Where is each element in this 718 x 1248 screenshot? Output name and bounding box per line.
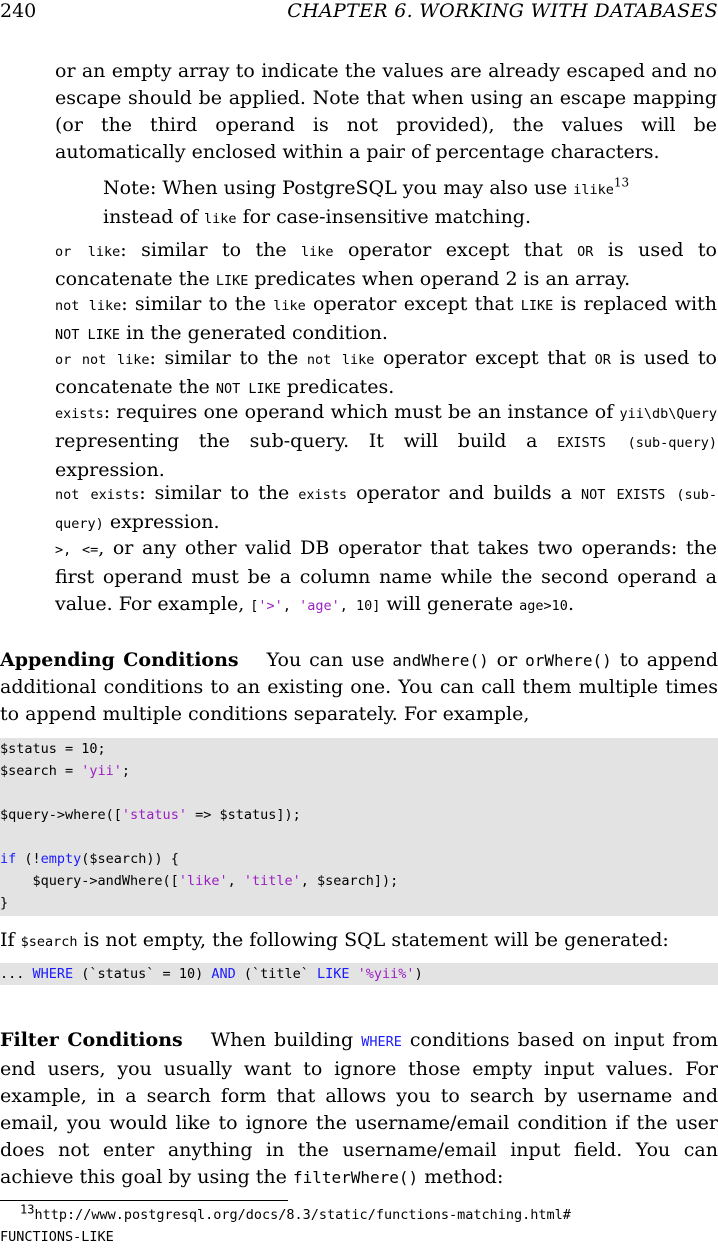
operator-text: : similar to the xyxy=(120,239,302,261)
code-keyword: WHERE xyxy=(32,966,74,982)
footnote-url-line2[interactable]: FUNCTIONS-LIKE xyxy=(0,1229,114,1245)
code-part: (`status` = 10) xyxy=(73,966,212,982)
note-code-ilike: ilike xyxy=(573,182,614,198)
inline-code: NOT EXISTS (sub-query) xyxy=(55,487,718,532)
inline-code: NOT LIKE xyxy=(215,381,281,397)
operator-text: in the generated condition. xyxy=(120,322,388,344)
inline-code: EXISTS (sub-query) xyxy=(557,435,717,451)
code-part: ($search)) { xyxy=(81,851,179,867)
code-part: [ xyxy=(250,598,259,614)
code-part: , $search]); xyxy=(300,873,399,889)
note-suffix: for case-insensitive matching. xyxy=(242,206,532,228)
operator-text: : similar to the xyxy=(139,482,299,504)
chapter-title: CHAPTER 6. WORKING WITH DATABASES xyxy=(287,0,718,22)
code-part xyxy=(350,966,358,982)
code-line: $query->where([ xyxy=(0,807,122,823)
code-part: ... xyxy=(0,966,33,982)
section-text: When building xyxy=(210,1029,362,1051)
footnote-mark: 13 xyxy=(20,1202,35,1217)
code-part: , xyxy=(282,598,300,614)
operator-text: . xyxy=(567,593,574,615)
section-text: If xyxy=(0,929,21,951)
operator-item xyxy=(55,291,717,349)
code-part: , xyxy=(227,873,244,889)
code-keyword: LIKE xyxy=(317,966,350,982)
operator-name: not exists xyxy=(55,487,140,503)
code-part: (`title` xyxy=(235,966,317,982)
operator-text: : requires one operand which must be an instance of xyxy=(103,401,620,423)
code-string: 'title' xyxy=(243,873,301,889)
inline-code: like xyxy=(273,298,306,314)
operator-item xyxy=(55,345,717,403)
code-part: ) xyxy=(414,966,423,982)
operator-text: predicates. xyxy=(280,376,395,398)
operator-item xyxy=(55,480,717,538)
section-text: method: xyxy=(418,1166,504,1188)
code-string: 'status' xyxy=(121,807,187,823)
intro-paragraph: or an empty array to indicate the values are already escaped and no escape should be applied. Note that when using an escape mapping (or the third operand is not provided), the values will be automatically enclosed within a pair of percentage characters. xyxy=(55,60,717,163)
operator-text: operator except that xyxy=(305,293,521,315)
inline-code: OR xyxy=(577,244,594,260)
operator-text: : similar to the xyxy=(121,293,274,315)
footnote-divider xyxy=(0,1200,288,1201)
inline-code: not like xyxy=(306,352,375,368)
inline-code: LIKE xyxy=(215,273,249,289)
note-block xyxy=(103,175,717,233)
code-line: } xyxy=(0,895,9,911)
footnote xyxy=(0,1204,718,1248)
sql-code-block xyxy=(0,963,718,985)
code-string: 'like' xyxy=(178,873,228,889)
section-heading: Appending Conditions xyxy=(0,649,239,671)
operator-name: not like xyxy=(55,298,122,314)
inline-code: LIKE xyxy=(520,298,554,314)
note-code-like: like xyxy=(204,211,237,227)
code-keyword: empty xyxy=(40,851,82,867)
note-mid: instead of xyxy=(103,206,198,228)
operator-text: predicates when operand 2 is an array. xyxy=(248,268,631,290)
inline-code: exists xyxy=(298,487,348,503)
section-text: is not empty, the following SQL statement will be generated: xyxy=(77,929,669,951)
code-part: , 10] xyxy=(339,598,381,614)
inline-code: NOT LIKE xyxy=(55,327,121,343)
operator-text: : similar to the xyxy=(149,347,307,369)
code-keyword: if xyxy=(0,851,17,867)
operator-name: or like xyxy=(55,244,121,260)
footnote-ref[interactable]: 13 xyxy=(613,175,630,190)
code-string: 'yii' xyxy=(81,763,122,779)
after-code-text xyxy=(0,927,718,956)
section-text: or xyxy=(488,649,526,671)
section-text: to append additional conditions to an existing one. You can call them multiple times to append multiple conditions separately. For example, xyxy=(0,649,718,725)
code-block xyxy=(0,738,718,916)
footnote-url-line1[interactable]: http://www.postgresql.org/docs/8.3/static/functions-matching.html# xyxy=(34,1207,571,1223)
comparison-item xyxy=(55,535,717,620)
example-code xyxy=(250,598,380,614)
note-prefix: Note: When using PostgreSQL you may also use xyxy=(103,177,568,199)
inline-code: andWhere() xyxy=(392,651,489,670)
inline-code: filterWhere() xyxy=(292,1168,419,1187)
operator-item xyxy=(55,399,717,484)
code-part: (! xyxy=(16,851,41,867)
page-header xyxy=(0,0,718,24)
inline-code: like xyxy=(301,244,334,260)
appending-conditions-section xyxy=(0,647,718,728)
code-part: ; xyxy=(121,763,131,779)
code-part: => $status]); xyxy=(186,807,301,823)
operator-text: operator and builds a xyxy=(347,482,582,504)
code-string: 'age' xyxy=(299,598,340,614)
operator-name: exists xyxy=(55,406,104,422)
inline-code: orWhere() xyxy=(525,651,612,670)
operator-text: operator except that xyxy=(374,347,595,369)
code-line: $search = xyxy=(0,763,82,779)
operator-text: representing the sub-query. It will build a xyxy=(55,430,558,452)
code-keyword: AND xyxy=(211,966,236,982)
section-heading: Filter Conditions xyxy=(0,1029,183,1051)
inline-code: age>10 xyxy=(519,598,568,614)
operator-text: expression. xyxy=(103,511,220,533)
operator-text: is used to concatenate the xyxy=(55,347,717,398)
code-line: $status = 10; xyxy=(0,741,106,757)
inline-code: yii\db\Query xyxy=(619,406,717,422)
code-string: '>' xyxy=(258,598,283,614)
operator-item xyxy=(55,237,717,295)
operator-text: operator except that xyxy=(333,239,578,261)
inline-code: $search xyxy=(20,934,78,950)
inline-code-keyword: WHERE xyxy=(361,1034,402,1050)
operator-text: will generate xyxy=(380,593,520,615)
operator-text: is used to concatenate the xyxy=(55,239,717,290)
operator-text: , or any other valid DB operator that takes two operands: the first operand must be a column name while the second operand a value. For example, xyxy=(55,537,718,615)
operator-name: >, <= xyxy=(55,542,99,558)
inline-code: OR xyxy=(594,352,611,368)
section-text: You can use xyxy=(266,649,393,671)
section-text: conditions based on input from end users, you usually want to ignore those empty input values. For example, in a search form that allows you to search by username and email, you would like to ignore the username/email condition if the user does not enter anything in the username/email input field. You can achieve this goal by using the xyxy=(0,1029,718,1188)
code-line: $query->andWhere([ xyxy=(0,873,179,889)
code-string: '%yii%' xyxy=(357,966,415,982)
page-number: 240 xyxy=(0,0,37,22)
operator-text: is replaced with xyxy=(553,293,717,315)
operator-text: expression. xyxy=(55,459,165,481)
filter-conditions-section xyxy=(0,1027,718,1191)
operator-name: or not like xyxy=(55,352,150,368)
